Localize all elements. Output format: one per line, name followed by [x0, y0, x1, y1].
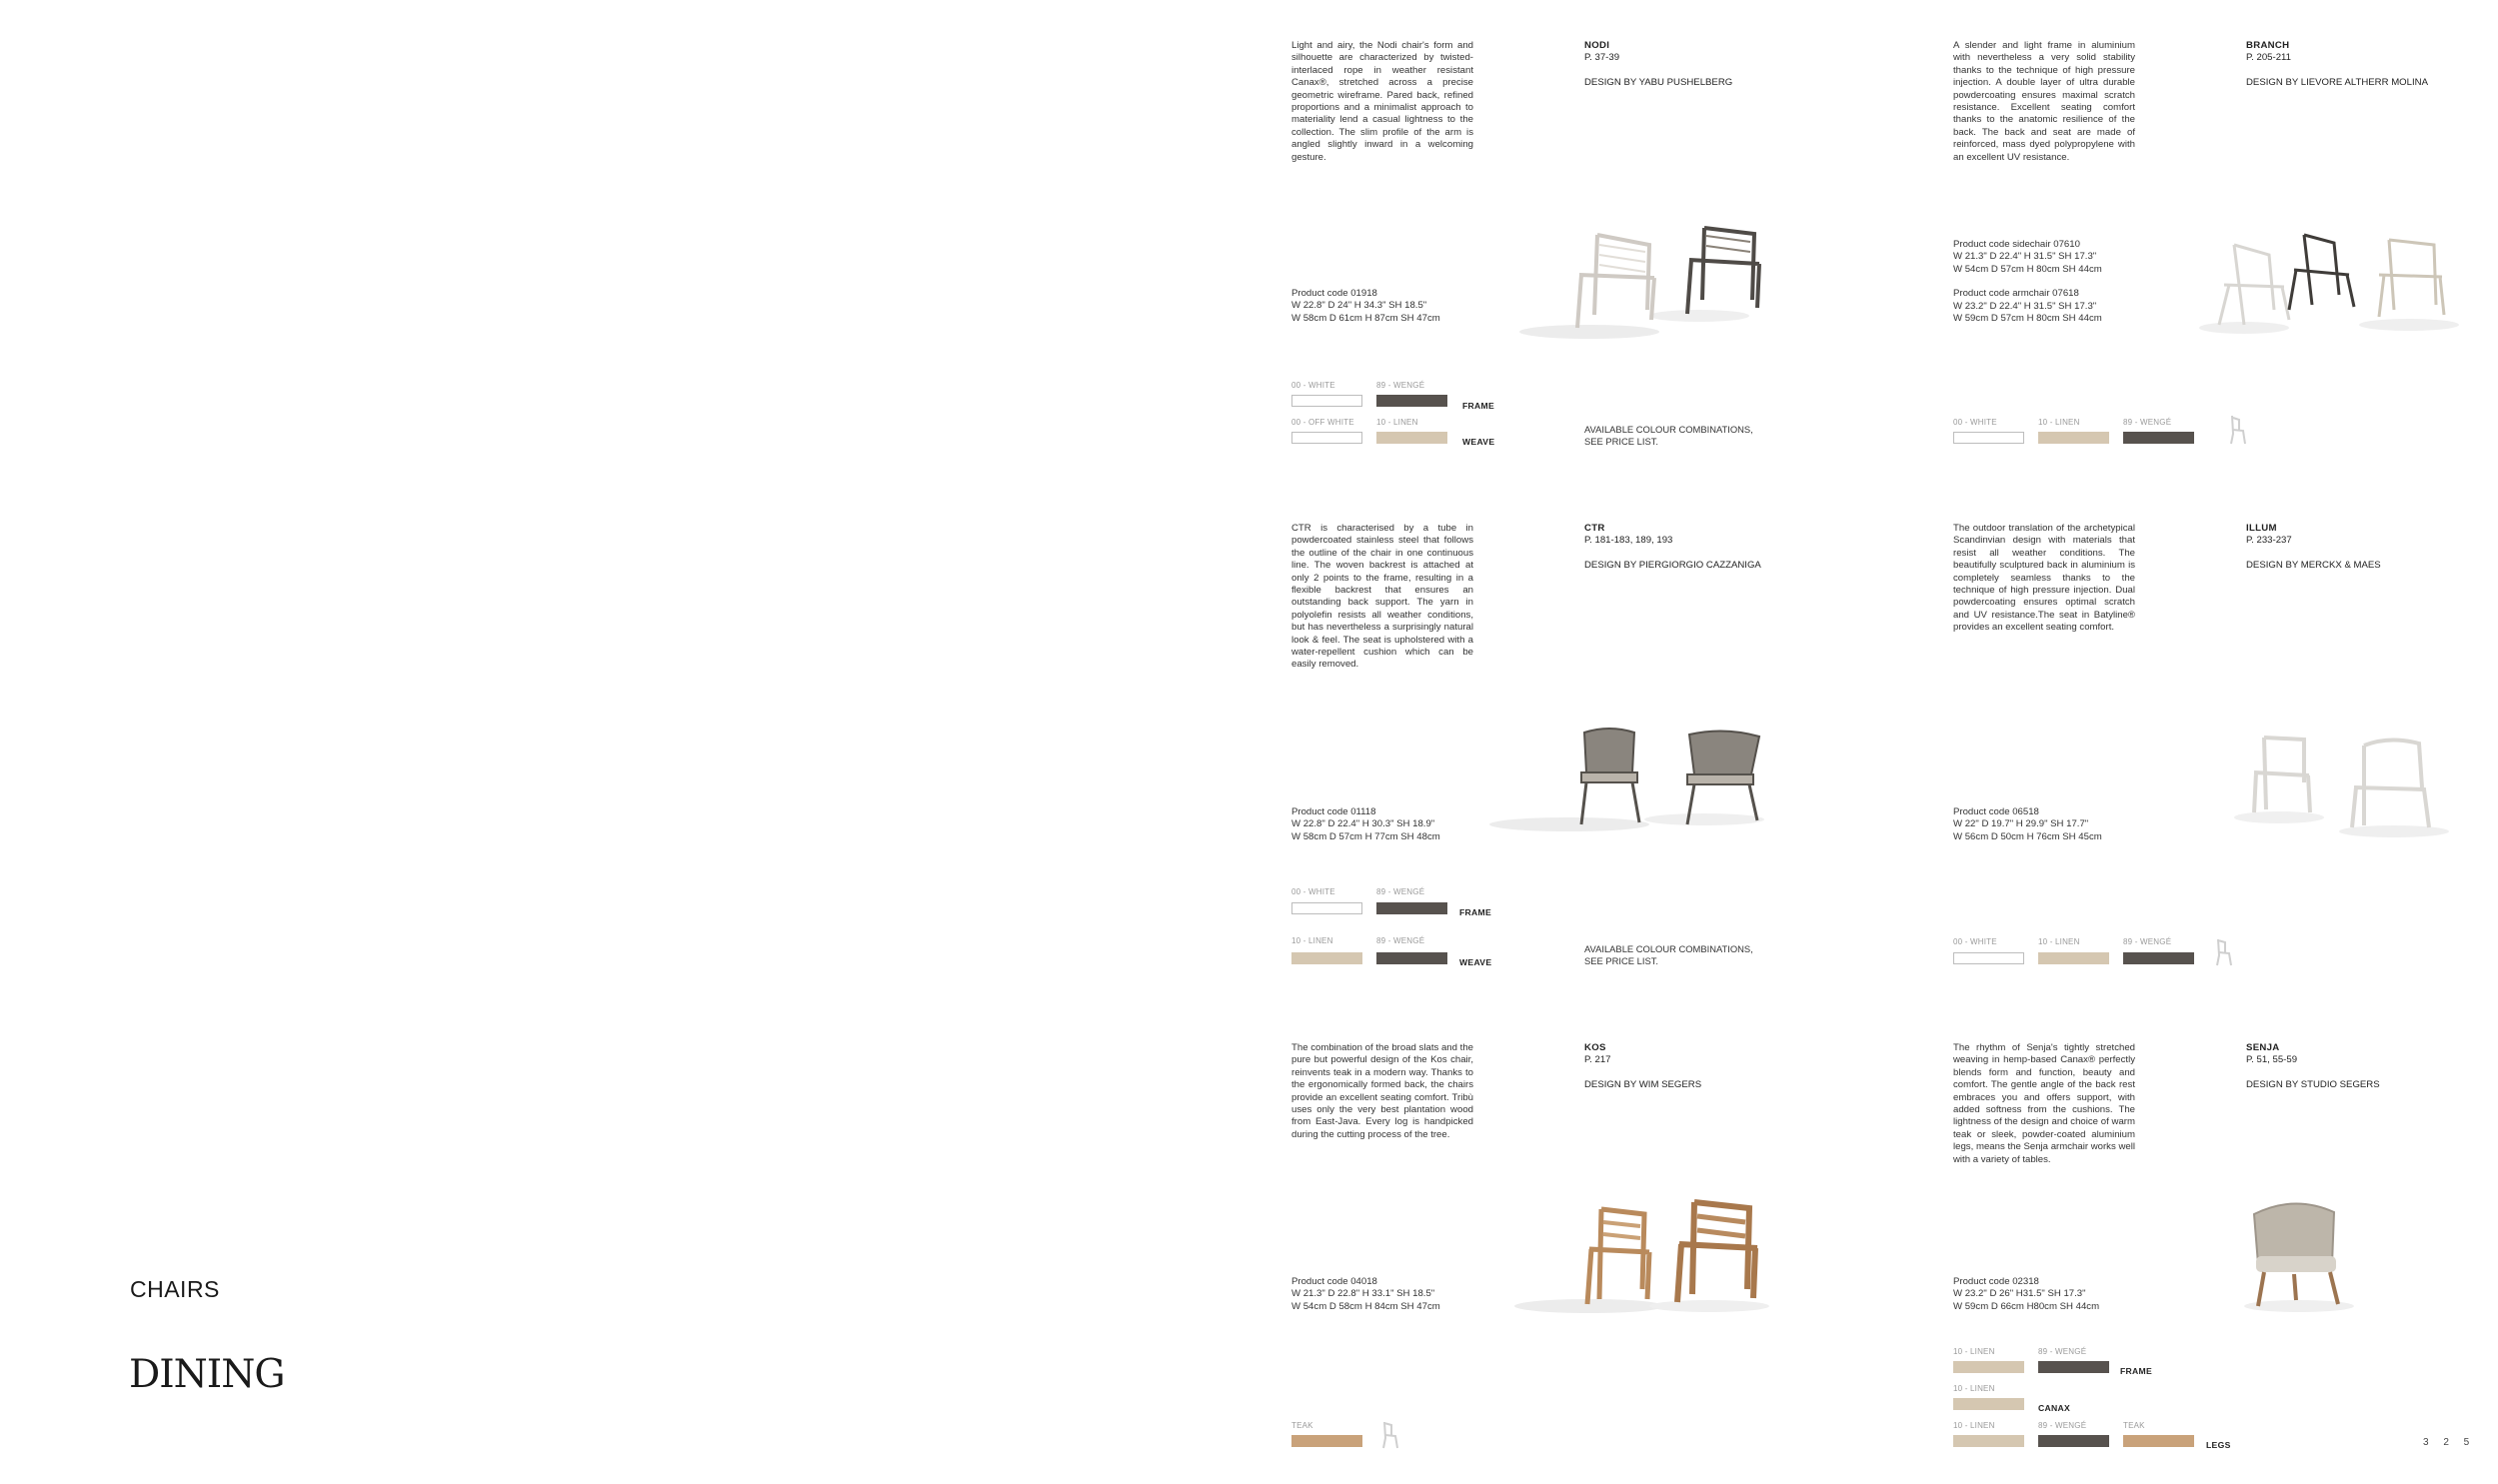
- kos-designer: DESIGN BY WIM SEGERS: [1584, 1079, 1702, 1091]
- ctr-pages: P. 181-183, 189, 193: [1584, 535, 1673, 547]
- illum-designer: DESIGN BY MERCKX & MAES: [2246, 560, 2381, 572]
- ctr-codes: Product code 01118 W 22.8" D 22.4" H 30.3" SH 18.9" W 58cm D 57cm H 77cm SH 48cm: [1291, 806, 1440, 842]
- swatch-wenge: [2038, 1361, 2109, 1373]
- nodi-codes: Product code 01918 W 22.8" D 24" H 34.3" SH 18.5" W 58cm D 61cm H 87cm SH 47cm: [1291, 288, 1440, 324]
- branch-name-block: [2246, 40, 2428, 90]
- swatch-linen: [1376, 432, 1447, 444]
- ctr-name-block: [1584, 523, 1761, 573]
- kos-name-block: [1584, 1042, 1701, 1092]
- nodi-availability: AVAILABLE COLOUR COMBINATIONS, SEE PRICE LIST.: [1584, 424, 1753, 447]
- swatch-linen: [1953, 1361, 2024, 1373]
- illum-codes: Product code 06518 W 22" D 19.7" H 29.9" SH 17.7" W 56cm D 50cm H 76cm SH 45cm: [1953, 806, 2102, 842]
- branch-chair-photo: [2194, 225, 2464, 340]
- kos-chair-photo: [1509, 1194, 1779, 1319]
- nodi-designer: DESIGN BY YABU PUSHELBERG: [1584, 77, 1733, 89]
- illum-pages: P. 233-237: [2246, 535, 2292, 547]
- nodi-pages: P. 37-39: [1584, 52, 1620, 64]
- swatch-linen: [1953, 1435, 2024, 1447]
- senja-designer: DESIGN BY STUDIO SEGERS: [2246, 1079, 2380, 1091]
- kos-codes: Product code 04018 W 21.3" D 22.8" H 33.1" SH 18.5" W 54cm D 58cm H 84cm SH 47cm: [1291, 1276, 1440, 1312]
- branch-description: A slender and light frame in aluminium with nevertheless a very solid stability thanks to the technique of high pressure injection. A double layer of ultra durable powdercoating ensures maximal scratch resistance. Excellent seating comfort thanks to the anatomic resilience of the back. The back and seat are made of reinforced, mass dyed polypropylene with an excellent UV resistance.: [1953, 40, 2135, 163]
- section-subtitle: DINING: [129, 1352, 285, 1397]
- swatch-white: [1291, 902, 1362, 914]
- nodi-description: Light and airy, the Nodi chair's form and silhouette are characterized by twisted-interlaced rope in weather resistant Canax®, stretched across a precise geometric wireframe. Pared back, refined proportions and a minimalist approach to materiality lend a casual lightness to the collection. The slim profile of the arm is angled slightly inward in a welcoming gesture.: [1291, 40, 1473, 163]
- illum-chair-photo: [2224, 728, 2464, 842]
- senja-name: SENJA: [2246, 1042, 2280, 1053]
- illum-name: ILLUM: [2246, 523, 2277, 534]
- swatch-teak: [1291, 1435, 1362, 1447]
- swatch-white: [1953, 952, 2024, 964]
- ctr-chair-photo: [1489, 725, 1779, 839]
- swatch-white: [1953, 432, 2024, 444]
- swatch-linen: [2038, 432, 2109, 444]
- swatch-wenge: [2038, 1435, 2109, 1447]
- nodi-chair-photo: [1519, 220, 1779, 340]
- kos-pages: P. 217: [1584, 1054, 1611, 1066]
- branch-pages: P. 205-211: [2246, 52, 2291, 64]
- swatch-linen: [2038, 952, 2109, 964]
- kos-name: KOS: [1584, 1042, 1606, 1053]
- senja-pages: P. 51, 55-59: [2246, 1054, 2298, 1066]
- branch-name: BRANCH: [2246, 40, 2290, 51]
- branch-codes: Product code sidechair 07610 W 21.3" D 22.4" H 31.5" SH 17.3" W 54cm D 57cm H 80cm SH 44cm Product code armchair 07618 W 23.2" D 22.4" H 31.5" SH 17.3" W 59cm D 57cm H 80cm SH 44cm: [1953, 239, 2102, 325]
- swatch-white: [1291, 395, 1362, 407]
- ctr-availability: AVAILABLE COLOUR COMBINATIONS, SEE PRICE LIST.: [1584, 943, 1753, 966]
- page-number: 3 2 5: [2423, 1437, 2476, 1448]
- swatch-linen: [1291, 952, 1362, 964]
- kos-description: The combination of the broad slats and the pure but powerful design of the Kos chair, reinvents teak in a modern way. Thanks to the ergonomically formed back, the chairs provide an excellent seating comfort. Tribù uses only the very best plantation wood from East-Java. Every log is handpicked during the cutting process of the tree.: [1291, 1042, 1473, 1140]
- branch-designer: DESIGN BY LIEVORE ALTHERR MOLINA: [2246, 77, 2428, 89]
- nodi-name-block: [1584, 40, 1732, 90]
- swatch-wenge: [1376, 395, 1447, 407]
- swatch-wenge: [2123, 432, 2194, 444]
- swatch-linen: [1953, 1398, 2024, 1410]
- chair-silhouette-icon: [2227, 414, 2249, 446]
- senja-description: The rhythm of Senja's tightly stretched weaving in hemp-based Canax® perfectly blends form and function, beauty and comfort. The gentle angle of the back rest embraces you and offers support, with added softness from the cushions. The lightness of the design and choice of warm teak or sleek, powder-coated aluminium legs, means the Senja armchair works well with a variety of tables.: [1953, 1042, 2135, 1165]
- chair-silhouette-icon: [2212, 937, 2236, 967]
- nodi-name: NODI: [1584, 40, 1610, 51]
- senja-name-block: [2246, 1042, 2380, 1092]
- swatch-wenge: [2123, 952, 2194, 964]
- illum-name-block: [2246, 523, 2381, 573]
- chair-silhouette-icon: [1378, 1420, 1402, 1450]
- swatch-teak: [2123, 1435, 2194, 1447]
- illum-description: The outdoor translation of the archetypical Scandinvian design with materials that resist all weather conditions. The beautifully sculptured back in aluminium is completely seamless thanks to the technique of high pressure injection. Dual powdercoating ensures optimal scratch and UV resistance.The seat in Batyline® provides an excellent seating comfort.: [1953, 523, 2135, 634]
- section-title: CHAIRS: [130, 1276, 220, 1302]
- ctr-designer: DESIGN BY PIERGIORGIO CAZZANIGA: [1584, 560, 1761, 572]
- senja-chair-photo: [2234, 1194, 2364, 1319]
- ctr-name: CTR: [1584, 523, 1605, 534]
- swatch-off-white: [1291, 432, 1362, 444]
- swatch-wenge: [1376, 952, 1447, 964]
- ctr-description: CTR is characterised by a tube in powdercoated stainless steel that follows the outline of the chair in one continuous line. The woven backrest is attached at only 2 points to the frame, resulting in a flexible backrest that ensures an outstanding back support. The yarn in polyolefin resists all weather conditions, but has nevertheless a surprisingly natural look & feel. The seat is upholstered with a water-repellent cushion which can be easily removed.: [1291, 523, 1473, 671]
- senja-codes: Product code 02318 W 23.2" D 26" H31.5" SH 17.3" W 59cm D 66cm H80cm SH 44cm: [1953, 1276, 2100, 1312]
- swatch-wenge: [1376, 902, 1447, 914]
